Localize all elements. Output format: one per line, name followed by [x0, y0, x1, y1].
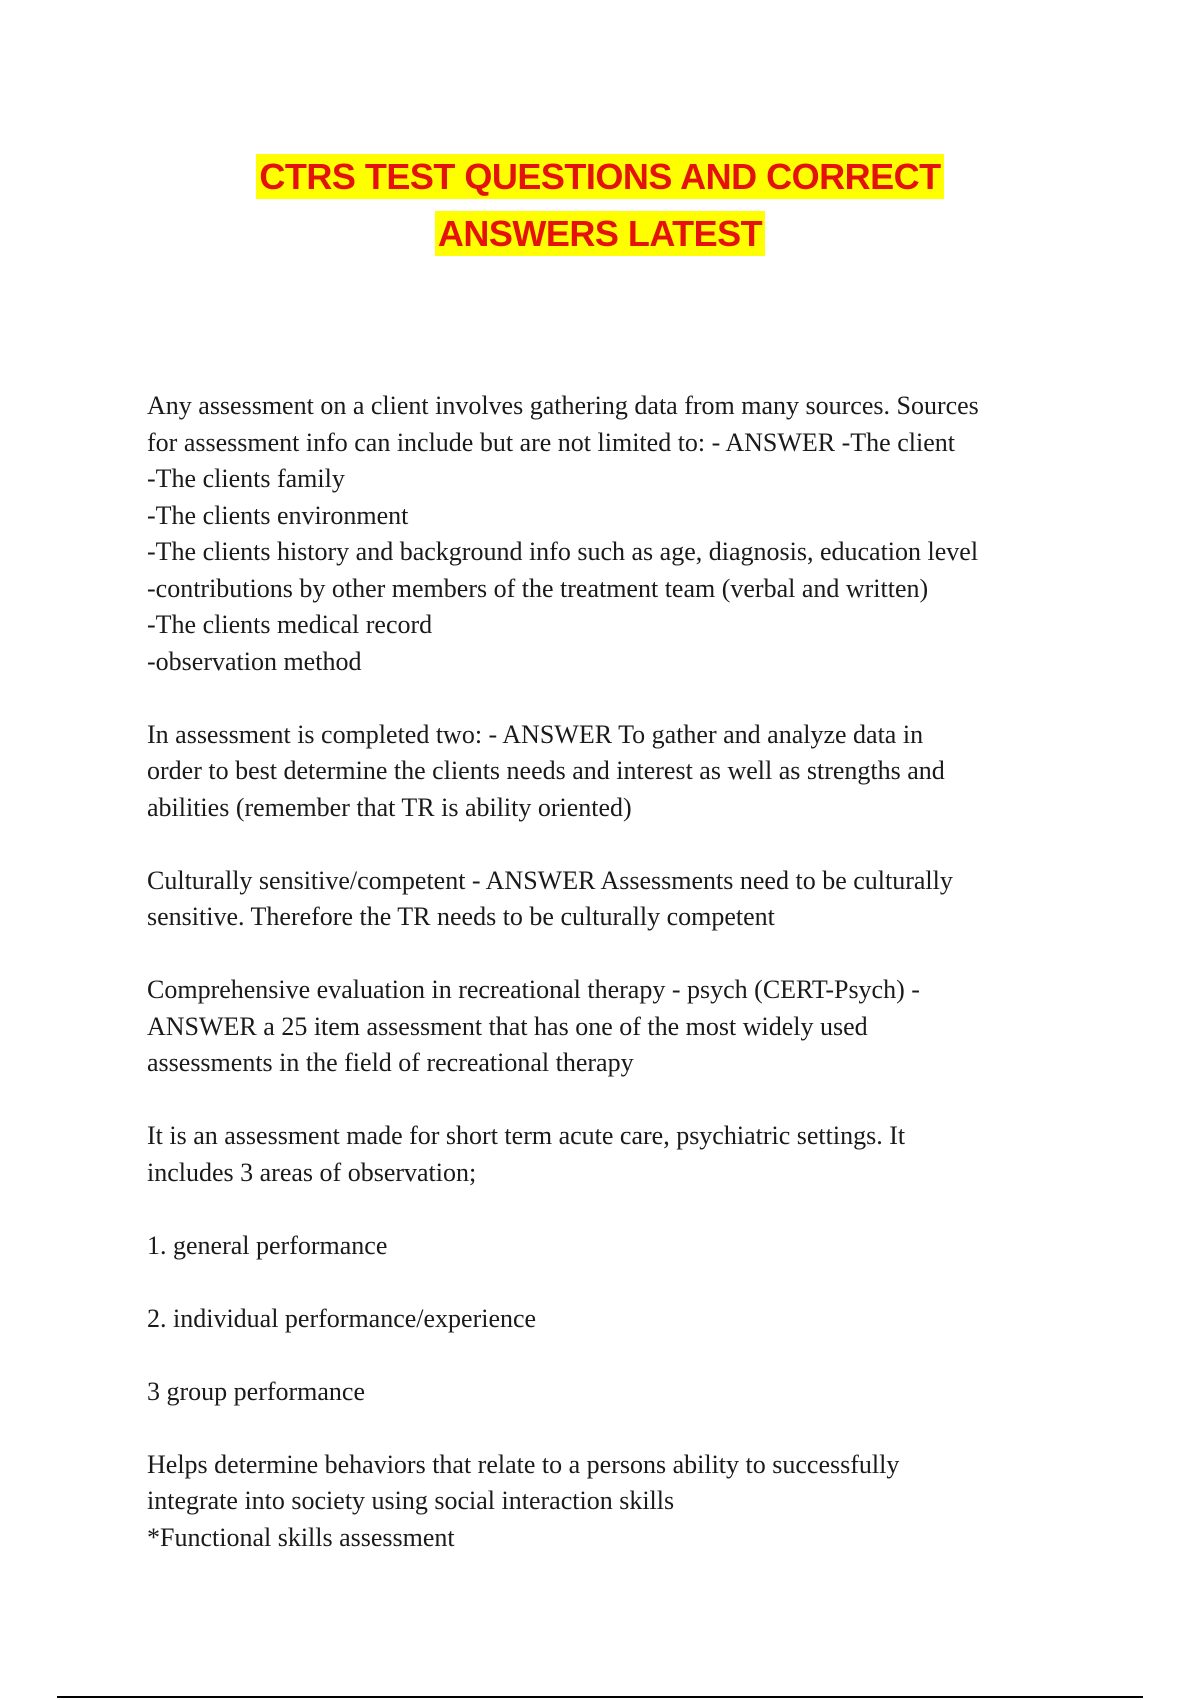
text-line: 2. individual performance/experience	[147, 1303, 537, 1333]
text-line: It is an assessment made for short term acute care, psychiatric settings. It	[147, 1121, 906, 1150]
text-line: assessments in the field of recreational therapy	[147, 1048, 634, 1077]
title-line: CTRS TEST QUESTIONS AND CORRECT	[0, 148, 1200, 205]
text-line: -The clients family	[147, 464, 345, 493]
text-line: sensitive. Therefore the TR needs to be culturally competent	[147, 902, 775, 931]
text-line: order to best determine the clients needs and interest as well as strengths and	[147, 756, 945, 785]
qa-paragraph	[147, 1118, 1077, 1191]
text-line: -The clients environment	[147, 500, 409, 530]
qa-paragraph	[147, 388, 1077, 680]
list-item	[147, 1301, 1077, 1338]
text-line: includes 3 areas of observation;	[147, 1157, 477, 1187]
qa-paragraph	[147, 863, 1077, 936]
qa-paragraph	[147, 972, 1077, 1082]
text-line: Any assessment on a client involves gathering data from many sources. Sources	[147, 391, 979, 420]
text-line: Helps determine behaviors that relate to a persons ability to successfully	[147, 1449, 900, 1479]
list-item	[147, 1228, 1077, 1265]
text-line: -observation method	[147, 646, 362, 676]
text-line: abilities (remember that TR is ability oriented)	[147, 792, 632, 822]
text-line: -The clients medical record	[147, 610, 433, 639]
list-item	[147, 1374, 1077, 1411]
text-line: integrate into society using social interaction skills	[147, 1486, 675, 1515]
text-line: Culturally sensitive/competent - ANSWER Assessments need to be culturally	[147, 865, 953, 895]
text-line: -The clients history and background info such as age, diagnosis, education level	[147, 537, 979, 566]
text-line: In assessment is completed two: - ANSWER To gather and analyze data in	[147, 719, 924, 749]
document-title	[0, 148, 1200, 262]
qa-paragraph	[147, 717, 1077, 827]
qa-paragraph	[147, 1447, 1077, 1557]
text-line: for assessment info can include but are not limited to: - ANSWER -The client	[147, 427, 955, 457]
text-line: ANSWER a 25 item assessment that has one of the most widely used	[147, 1011, 868, 1041]
text-line: -contributions by other members of the treatment team (verbal and written)	[147, 573, 929, 603]
text-line: 1. general performance	[147, 1230, 388, 1260]
text-line: *Functional skills assessment	[147, 1522, 455, 1552]
document-body	[147, 388, 1077, 1593]
text-line: 3 group performance	[147, 1376, 366, 1406]
title-line: ANSWERS LATEST	[0, 205, 1200, 262]
footer-divider	[57, 1696, 1143, 1698]
text-line: Comprehensive evaluation in recreational therapy - psych (CERT-Psych) -	[147, 975, 920, 1004]
